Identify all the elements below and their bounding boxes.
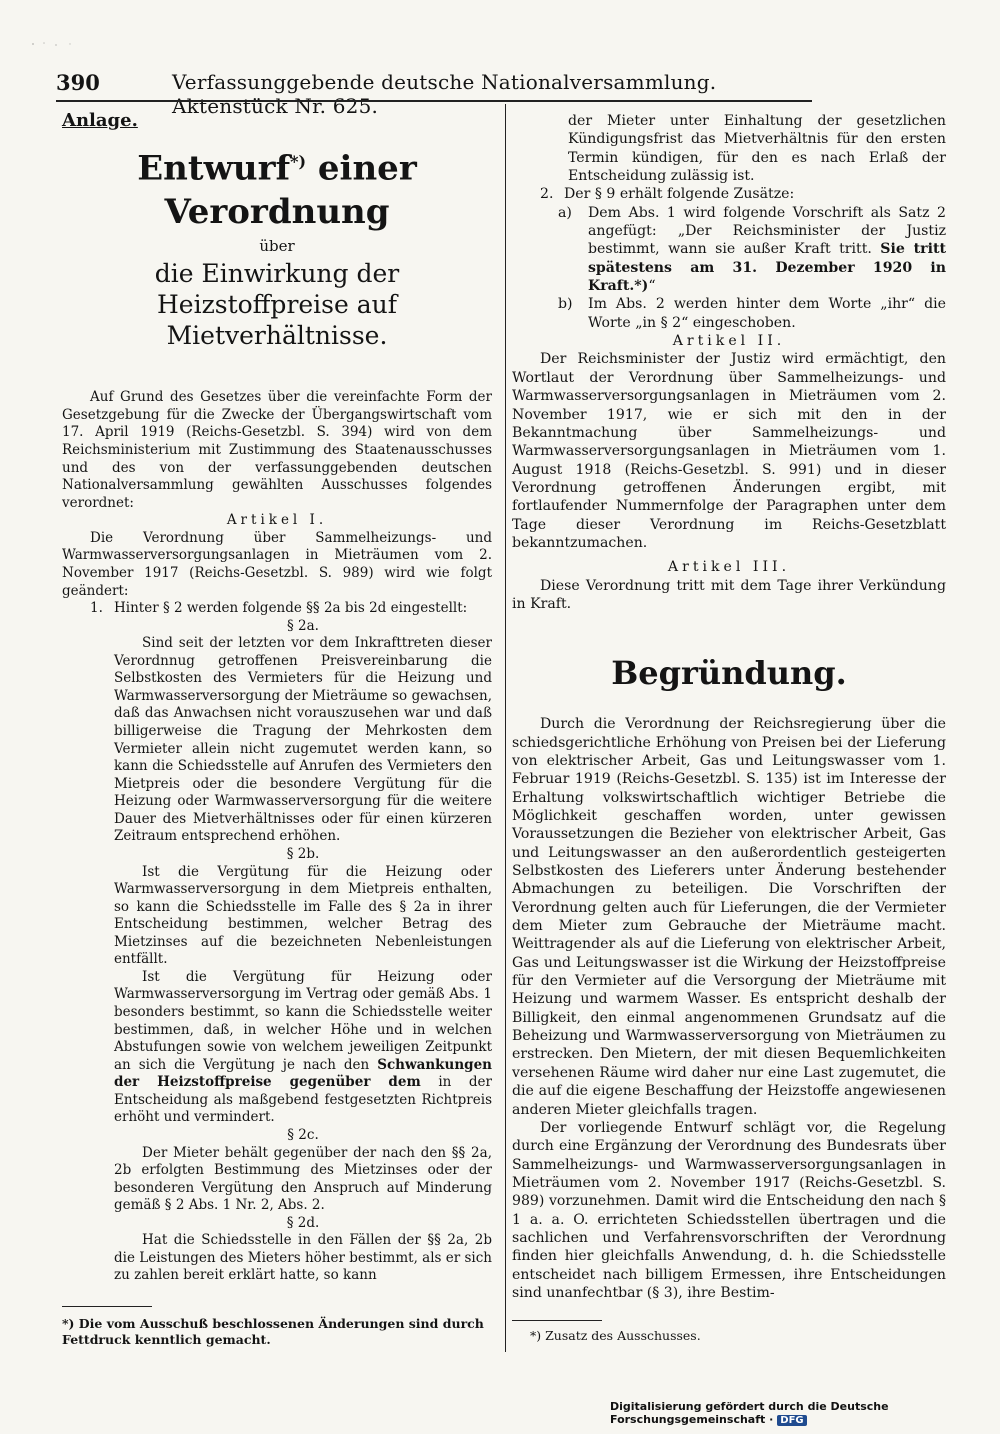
justification-paragraph-2: Der vorliegende Entwurf schlägt vor, die Regelung durch eine Ergänzung der Verordnung des Bundesrats über Sammelheizungs- und Warmwasserversorgungsanlagen in Mieträumen vom 2. November 1917 (Reichs-Gesetzbl. S. 989) vorzunehmen. Damit wird die Entscheidung den nach § 1 a. a. O. errichteten Schiedsstellen übertragen und die sachlichen und Verfahrensvorschriften der Verordnung finden hier gleichfalls Anwendung, d. h. die Schiedsstelle entscheidet nach billigem Ermessen, ihre Entscheidungen sind unanfechtbar (§ 3), ihre Bestim- [512,1119,946,1301]
article-3-text: Diese Verordnung tritt mit dem Tage ihrer Verkündung in Kraft. [512,577,946,612]
section-2c-heading: § 2c. [287,1126,319,1143]
footnote-rule-right [512,1320,602,1321]
section-2c-text: Der Mieter behält gegenüber der nach den §§ 2a, 2b erfolgten Bestimmung des Mietzinses oder der besonderen Vergütung den Anspruch auf Minderung gemäß § 2 Abs. 1 Nr. 2, Abs. 2. [114,1144,492,1214]
section-2b-heading: § 2b. [286,845,320,862]
list-item-2a-letter: a) [558,204,572,221]
right-column [512,112,946,1302]
left-column [62,112,492,1285]
section-2a-text: Sind seit der letzten vor dem Inkrafttreten dieser Verordnnug getroffenen Preisvereinbarung die Selbstkosten des Vermieters für die Heizung und Warmwasserversorgung der Mieträume so gewachsen, daß das Anwachsen nicht vorauszusehen war und daß billigerweise die Tragung der Mehrkosten dem Vermieter allein nicht zugemutet werden kann, so kann die Schiedsstelle auf Anrufen des Vermieters den Mietpreis oder die besondere Vergütung für die Heizung oder Warmwasserversorgung für die weitere Dauer des Mietverhältnisses oder für einen kürzeren Zeitraum entsprechend erhöhen. [114,635,492,845]
annex-label: Anlage. [62,110,138,131]
justification-paragraph-1: Durch die Verordnung der Reichsregierung über die schiedsgerichtliche Erhöhung von Preisen bei der Lieferung von elektrischer Arbeit, Gas und Leitungswasser vom 1. Februar 1919 (Reichs-Gesetzbl. S. 135) ist im Interesse der Erhaltung volkswirtschaftlich wichtiger Betriebe die Möglichkeit geschaffen worden, unter gewissen Voraussetzungen die Bezieher von elektrischer Arbeit, Gas und Leitungswasser an den außerordentlich gesteigerten Selbstkosten des Lieferers unter Änderung bestehender Abmachungen zu beteiligen. Die Vorschriften der Verordnung gelten auch für Lieferungen, die der Vermieter dem Mieter zum Gebrauche der Mieträume macht. Weittragender als auf die Lieferung von elektrischer Arbeit, Gas und Leitungswasser ist die Wirkung der Heizstoffpreise für den Vermieter auf die Versorgung der Mieträume mit Heizung und warmem Wasser. Es entspricht deshalb der Billigkeit, den einmal angenommenen Grundsatz auf die Beheizung und Warmwasserversorgung von Mieträumen zu erstrecken. Den Mietern, der mit diesen Bequemlichkeiten versehenen Räume wird daher nur eine Last zugemutet, die die auf die eigene Beschaffung der Heizstoffe angewiesenen anderen Mieter gleichfalls tragen. [512,716,946,1118]
list-item-2a [512,204,946,296]
title-connector: über [259,237,295,256]
section-2d-text: Hat die Schiedsstelle in den Fällen der §§ 2a, 2b die Leistungen des Mieters höher bestimmt, als er sich zu zahlen bereit erklärt hatte, so kann [114,1232,492,1284]
draft-title-rest: einer Verordnung [164,148,417,233]
section-2a-heading: § 2a. [287,617,319,634]
scan-specks [30,40,80,48]
section-2b-paragraph-2 [114,969,492,1127]
section-2d-continuation: der Mieter unter Einhaltung der gesetzlichen Kündigungsfrist das Mietverhältnis für den ersten Termin kündigen, für den es nach Erlaß der Entscheidung zulässig ist. [568,113,946,185]
section-2b-p2-text: Ist die Vergütung für Heizung oder Warmwasserversorgung im Vertrag oder gemäß Abs. 1 besonders bestimmt, so kann die Schiedsstelle weiter bestimmen, daß, in welcher Höhe und in welchen Abstufungen sowie von welchem jeweiligen Zeitpunkt an sich die Vergütung je nach den [114,968,492,1073]
digitization-text: Digitalisierung gefördert durch die Deutsche Forschungsgemeinschaft · [610,1400,889,1426]
page-number: 390 [56,70,100,95]
section-2d-heading: § 2d. [286,1214,320,1231]
draft-title [62,140,492,234]
list-item-1 [62,600,492,618]
draft-title-main: Entwurf [137,148,291,189]
list-item-2b-text: Im Abs. 2 werden hinter dem Worte „ihr“ die Worte „in § 2“ eingeschoben. [588,296,946,331]
article-1-heading: Artikel I. [226,512,328,529]
list-item-1-number: 1. [90,600,103,617]
digitization-credit [610,1400,1000,1426]
list-item-2a-closing-quote: “ [648,278,656,295]
column-divider [505,104,506,1352]
draft-title-footnote-mark: *) [290,152,307,171]
justification-title: Begründung. [611,654,847,693]
list-item-2a-plain: Dem Abs. 1 wird folgende Vorschrift als Satz 2 angefügt: „Der Reichsminister der Justiz bestimmt, wann sie außer Kraft tritt. [588,204,946,258]
section-2a [62,618,492,1285]
dfg-logo: DFG [777,1415,806,1426]
section-2b-paragraph-1: Ist die Vergütung für die Heizung oder Warmwasserversorgung in dem Mietpreis enthalten, so kann die Schiedsstelle im Falle des § 2a in ihrer Entscheidung bestimmen, welcher Betrag des Mietzinses auf die bezeichneten Nebenleistungen entfällt. [114,863,492,968]
list-item-2a-text [588,204,946,296]
list-item-2-number: 2. [540,186,554,203]
page-header [56,70,812,118]
list-item-2-text: Der § 9 erhält folgende Zusätze: [564,186,795,203]
article-3-heading: Artikel III. [667,559,791,576]
footnote-left: *) Die vom Ausschuß beschlossenen Änderungen sind durch Fettdruck kenntlich gemacht. [62,1316,484,1347]
list-item-2b [512,295,946,332]
article-1-intro: Die Verordnung über Sammelheizungs- und Warmwasserversorgungsanlagen in Mieträumen vom 2. November 1917 (Reichs-Gesetzbl. S. 989) wird wie folgt geändert: [62,529,492,599]
article-2-heading: Artikel II. [672,333,786,350]
footnote-right: *) Zusatz des Ausschusses. [530,1328,701,1343]
section-2b-p2-end: in der Entscheidung als maßgebend festgesetzten Richtpreis erhöht und vermindert. [114,1074,492,1126]
running-title: Verfassunggebende deutsche Nationalversammlung. Aktenstück Nr. 625. [172,70,717,118]
list-item-2b-letter: b) [558,296,573,313]
preamble: Auf Grund des Gesetzes über die vereinfachte Form der Gesetzgebung für die Zwecke der Übergangswirtschaft vom 17. April 1919 (Reichs-Gesetzbl. S. 394) wird von dem Reichsministerium mit Zustimmung des Staatenausschusses und des von der verfassunggebenden deutschen Nationalversammlung gewählten Ausschusses folgendes verordnet: [62,389,492,511]
list-item-2 [512,185,946,203]
draft-subject: die Einwirkung der Heizstoffpreise auf Mietverhältnisse. [154,259,400,351]
list-item-2a-bold: Sie tritt spätestens am 31. Dezember 1920 in Kraft.*) [588,241,946,295]
header-rule [56,100,812,102]
list-item-1-text: Hinter § 2 werden folgende §§ 2a bis 2d eingestellt: [114,600,468,617]
section-2b-p2-bold: Schwankungen der Heizstoffpreise gegenüber dem [114,1056,492,1091]
article-2-text: Der Reichsminister der Justiz wird ermächtigt, den Wortlaut der Verordnung über Sammelheizungs- und Warmwasserversorgungsanlagen in Mieträumen vom 2. November 1917, wie er sich mit den in der Bekanntmachung über Sammelheizungs- und Warmwasserversorgungsanlagen in Mieträumen vom 1. August 1918 (Reichs-Gesetzbl. S. 991) und in dieser Verordnung getroffenen Änderungen ergibt, mit fortlaufender Nummernfolge der Paragraphen unter dem Tage dieser Verordnung im Reichs-Gesetzblatt bekanntzumachen. [512,351,946,551]
footnote-rule-left [62,1306,152,1307]
